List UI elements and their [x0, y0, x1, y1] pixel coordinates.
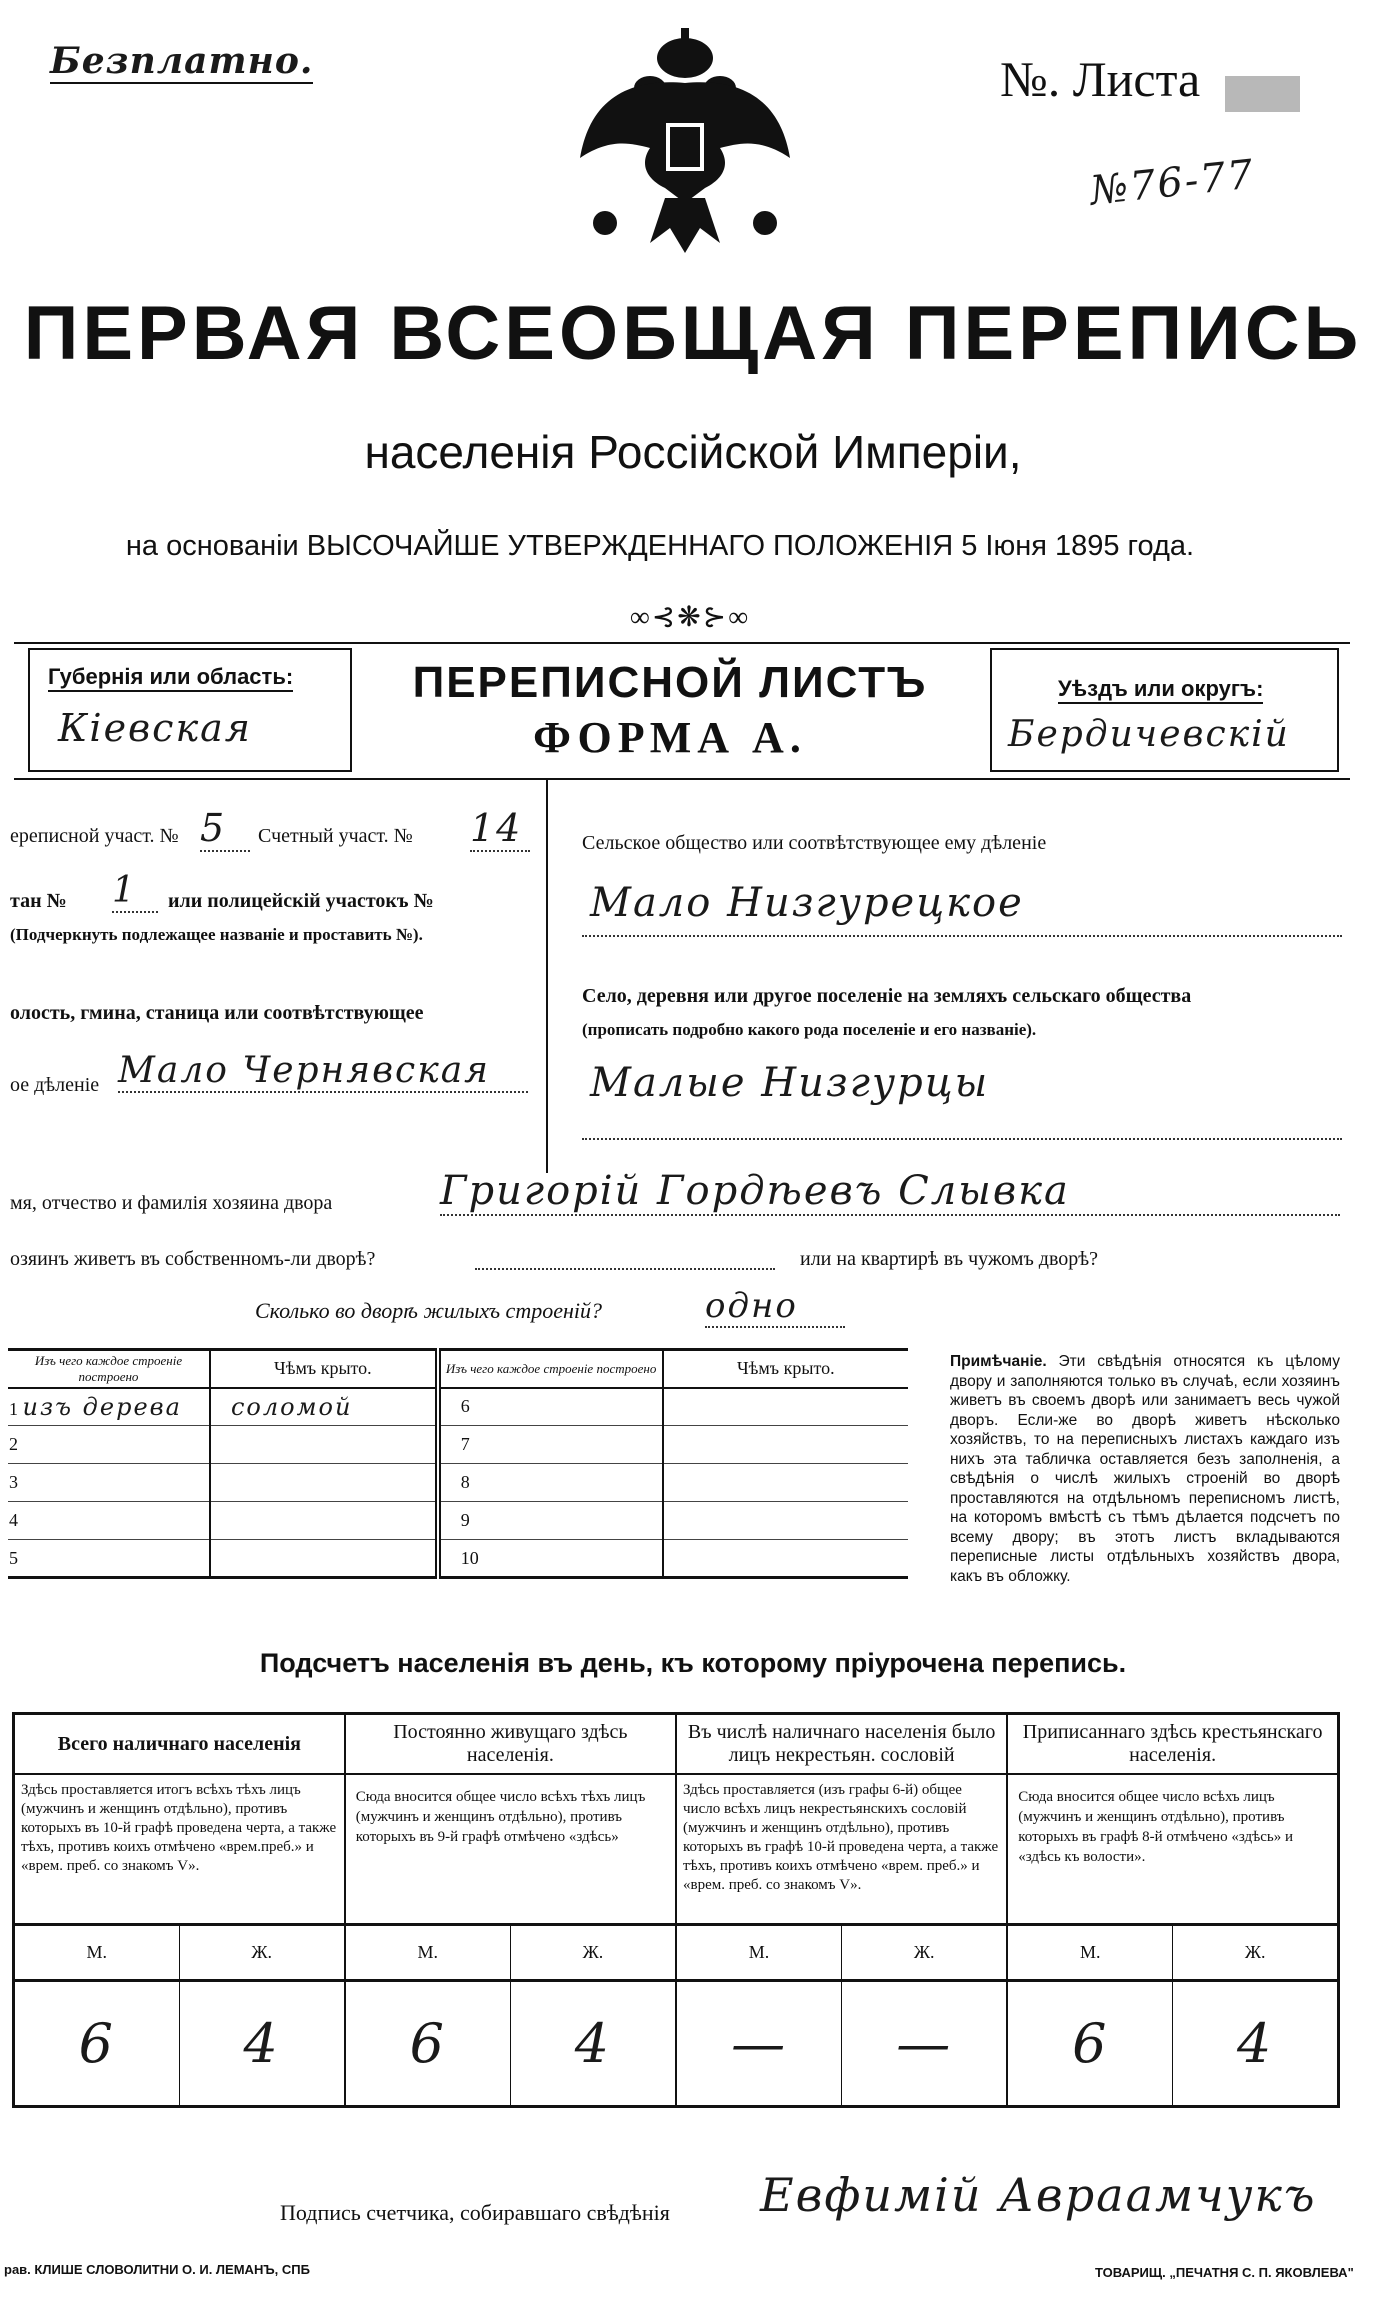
society-label: Сельское общество или соотвѣтствующее ему дѣленіе	[582, 832, 1047, 854]
male-header: М.	[676, 1924, 842, 1980]
uyezd-value: Бердичевскій	[1008, 714, 1290, 755]
division-label: ое дѣленіе	[10, 1074, 100, 1096]
population-heading: Подсчетъ населенія въ день, къ которому пріурочена перепись.	[259, 1648, 1127, 1678]
village-label: Село, деревня или другое поселеніе на земляхъ сельскаго общества	[582, 985, 1192, 1007]
count-section-label: Счетный участ. №	[258, 825, 413, 847]
province-value: Кіевская	[58, 706, 252, 750]
note-block	[950, 1352, 1340, 1586]
signature-label: Подпись счетчика, собиравшаго свѣдѣнія	[280, 2200, 670, 2225]
population-table	[12, 1712, 1340, 2108]
row-number: 5	[8, 1540, 210, 1578]
total-female-value: 4	[179, 1980, 345, 2106]
owner-name-label: мя, отчество и фамилія хозяина двора	[10, 1192, 333, 1214]
count-section-value: 14	[470, 806, 530, 852]
dotted-line	[582, 935, 1342, 937]
row-number: 8	[438, 1464, 663, 1502]
row-number: 10	[438, 1540, 663, 1578]
uyezd-box	[990, 648, 1339, 772]
divider	[14, 778, 1350, 780]
page-subtitle: населенія Россійской Имперіи,	[364, 426, 1022, 478]
volost-value: Мало Чернявская	[118, 1050, 528, 1093]
resident-female-value: 4	[510, 1980, 676, 2106]
group-desc: Сюда вносится общее число всѣхъ тѣхъ лицъ (мужчинъ и женщинъ отдѣльно), противъ которыхъ въ 9-й графѣ отмѣчено «здѣсь»	[345, 1774, 676, 1924]
sheet-number-label: №. Листа	[1000, 51, 1201, 107]
village-value: Малые Низгурцы	[590, 1060, 990, 1106]
table-row	[8, 1502, 908, 1540]
female-header: Ж.	[1173, 1924, 1339, 1980]
note-heading: Примѣчаніе.	[950, 1353, 1047, 1370]
row-number: 9	[438, 1502, 663, 1540]
buildings-table	[8, 1348, 908, 1579]
row-number: 7	[438, 1426, 663, 1464]
dotted-line	[475, 1268, 775, 1270]
col-material-header: Изъ чего каждое строеніе построено	[438, 1350, 663, 1388]
nonpeasant-female-value: —	[842, 1980, 1008, 2106]
column-divider	[546, 778, 548, 1173]
row-number: 3	[8, 1464, 210, 1502]
group-desc: Сюда вносится общее число всѣхъ лицъ (мужчинъ и женщинъ отдѣльно), противъ которыхъ въ графѣ 8-й отмѣчено «здѣсь» и «здѣсь къ волости».	[1007, 1774, 1338, 1924]
group-title: Въ числѣ наличнаго населенія было лицъ некрестьян. сословій	[676, 1714, 1007, 1775]
material-value: изъ дерева	[22, 1392, 182, 1421]
ornament-divider: ∞⊰❋⊱∞	[629, 602, 751, 633]
form-title: ФОРМА А.	[533, 713, 807, 762]
row-number: 2	[8, 1426, 210, 1464]
census-section-label: ереписной участ. №	[10, 825, 179, 847]
divider	[14, 642, 1350, 644]
census-section-value: 5	[200, 806, 250, 852]
footer-right: ТОВАРИЩ. „ПЕЧАТНЯ С. П. ЯКОВЛЕВА"	[1095, 2265, 1354, 2280]
table-row	[8, 1426, 908, 1464]
group-desc: Здѣсь проставляется итогъ всѣхъ тѣхъ лицъ (мужчинъ и женщинъ отдѣльно), противъ которыхъ въ 10-й графѣ проведена черта, а также тѣхъ, противъ коихъ отмѣчено «врем.преб.» и «врем. преб. со знакомъ V».	[14, 1774, 345, 1924]
table-row	[8, 1464, 908, 1502]
total-male-value: 6	[14, 1980, 180, 2106]
basis-line: на основаніи ВЫСОЧАЙШЕ УТВЕРЖДЕННАГО ПОЛОЖЕНІЯ 5 Іюня 1895 года.	[125, 530, 1195, 562]
col-roof-header: Чѣмъ крыто.	[663, 1350, 908, 1388]
stan-value: 1	[112, 870, 158, 913]
group-title: Постоянно живущаго здѣсь населенія.	[345, 1714, 676, 1775]
signature-value: Евфимій Авраамчукъ	[760, 2168, 1317, 2222]
female-header: Ж.	[510, 1924, 676, 1980]
footer-left: рав. КЛИШЕ СЛОВОЛИТНИ О. И. ЛЕМАНЪ, СПБ	[4, 2262, 310, 2277]
female-header: Ж.	[179, 1924, 345, 1980]
province-label: Губернія или область:	[48, 664, 293, 692]
own-yard-label: озяинъ живетъ въ собственномъ-ли дворѣ?	[10, 1248, 376, 1270]
volost-label: олость, гмина, станица или соотвѣтствующее	[10, 1002, 424, 1024]
imperial-eagle-icon	[570, 28, 800, 258]
table-row	[8, 1540, 908, 1578]
group-title: Всего наличнаго населенія	[14, 1714, 345, 1775]
roof-value: соломой	[210, 1388, 438, 1426]
row-number: 6	[438, 1388, 663, 1426]
group-desc: Здѣсь проставляется (изъ графы 6-й) общее число всѣхъ лицъ некрестьянскихъ сословій (мужчинъ и женщинъ отдѣльно), противъ которыхъ въ графѣ 10-й проведена черта, а также тѣхъ, противъ коихъ отмѣчено «врем. преб.» и «врем. преб. со знакомъ V».	[676, 1774, 1007, 1924]
group-title: Приписаннаго здѣсь крестьянскаго населенія.	[1022, 1721, 1323, 1766]
page-title: ПЕРВАЯ ВСЕОБЩАЯ ПЕРЕПИСЬ	[23, 291, 1363, 376]
village-note: (прописать подробно какого рода поселеніе и его названіе).	[582, 1020, 1037, 1039]
sheet-title: ПЕРЕПИСНОЙ ЛИСТЪ	[412, 658, 928, 707]
sheet-number-handwritten: №76-77	[1088, 151, 1258, 215]
female-header: Ж.	[842, 1924, 1008, 1980]
col-material-header: Изъ чего каждое строеніе построено	[8, 1350, 210, 1388]
free-label: Безплатно.	[50, 40, 314, 82]
male-header: М.	[345, 1924, 511, 1980]
peasant-male-value: 6	[1007, 1980, 1173, 2106]
dotted-line	[582, 1138, 1342, 1140]
resident-male-value: 6	[345, 1980, 511, 2106]
row-number: 4	[8, 1502, 210, 1540]
male-header: М.	[14, 1924, 180, 1980]
uyezd-label: Уѣздъ или округъ:	[1058, 676, 1263, 704]
note-text: Эти свѣдѣнія относятся къ цѣлому двору и заполняются только въ случаѣ, если хозяинъ живетъ въ своемъ дворѣ или занимаетъ весь чужой дворъ. Если-же во дворѣ живетъ нѣсколько хозяйствъ, то на переписныхъ листахъ каждаго изъ нихъ эта табличка оставляется безъ заполненія, а свѣдѣнія о числѣ жилыхъ строеній во дворѣ проставляются на отдѣльномъ переписномъ листѣ, на которомъ вмѣстѣ съ тѣмъ дѣлается подсчетъ по всему двору; въ этотъ листъ вкладываются переписные листы отдѣльныхъ хозяйствъ двора, какъ въ обложку.	[950, 1353, 1340, 1585]
table-row	[8, 1388, 908, 1426]
society-value: Мало Низгурецкое	[590, 880, 1024, 926]
underline-note: (Подчеркнуть подлежащее названіе и проставить №).	[10, 925, 423, 944]
stan-label: тан №	[10, 890, 67, 912]
owner-name-value: Григорій Гордѣевъ Слывка	[440, 1168, 1340, 1216]
buildings-value: одно	[705, 1286, 845, 1328]
rented-label: или на квартирѣ въ чужомъ дворѣ?	[800, 1248, 1099, 1270]
row-number: 1	[9, 1398, 18, 1419]
peasant-female-value: 4	[1173, 1980, 1339, 2106]
male-header: М.	[1007, 1924, 1173, 1980]
nonpeasant-male-value: —	[676, 1980, 842, 2106]
stan-rest-label: или полицейскій участокъ №	[168, 890, 434, 912]
province-box	[28, 648, 352, 772]
buildings-question: Сколько во дворѣ жилыхъ строеній?	[255, 1298, 602, 1323]
redacted-box	[1225, 76, 1300, 112]
col-roof-header: Чѣмъ крыто.	[210, 1350, 438, 1388]
